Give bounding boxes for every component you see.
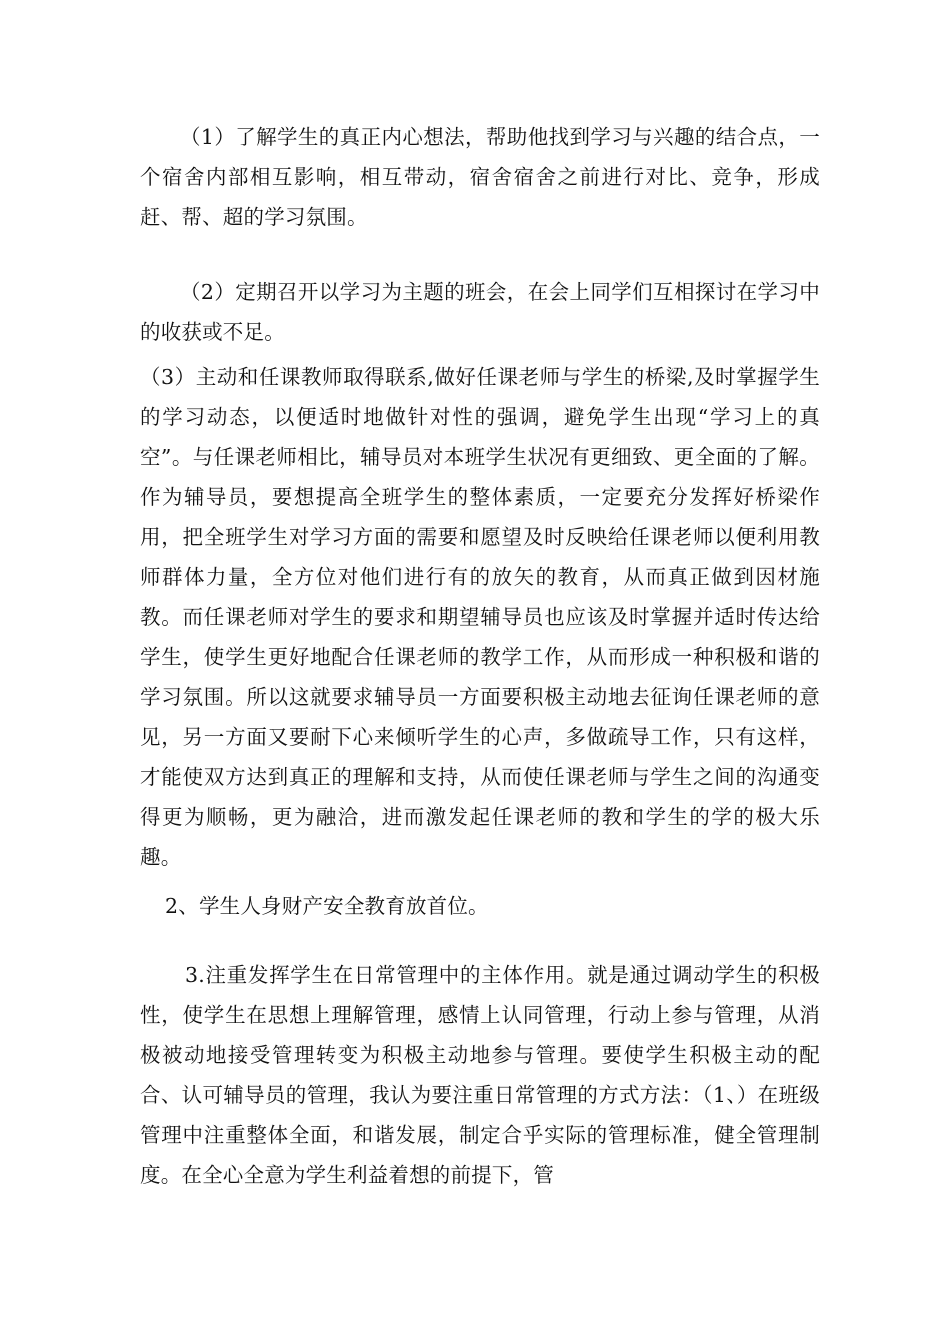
paragraph-4: 2、学生人身财产安全教育放首位。 xyxy=(165,894,489,918)
paragraph-5: 3.注重发挥学生在日常管理中的主体作用。就是通过调动学生的积极性，使学生在思想上理解管理，感情上认同管理，行动上参与管理，从消极被动地接受管理转变为积极主动地参与管理。要使学生积极主动的配合、认可辅导员的管理，我认为要注重日常管理的方式方法：（1、）在班级管理中注重整体全面，和谐发展，制定合乎实际的管理标准，健全管理制度。在全心全意为学生利益着想的前提下，管 xyxy=(140,963,820,1187)
paragraph-3: （3）主动和任课教师取得联系,做好任课老师与学生的桥梁,及时掌握学生的学习动态，以便适时地做针对性的强调，避免学生出现“学习上的真空”。与任课老师相比，辅导员对本班学生状况有更细致、更全面的了解。作为辅导员，要想提高全班学生的整体素质，一定要充分发挥好桥梁作用，把全班学生对学习方面的需要和愿望及时反映给任课老师以便利用教师群体力量，全方位对他们进行有的放矢的教育，从而真正做到因材施教。而任课老师对学生的要求和期望辅导员也应该及时掌握并适时传达给学生，使学生更好地配合任课老师的教学工作，从而形成一种积极和谐的学习氛围。所以这就要求辅导员一方面要积极主动地去征询任课老师的意见，另一方面又要耐下心来倾听学生的心声，多做疏导工作，只有这样，才能使双方达到真正的理解和支持，从而使任课老师与学生之间的沟通变得更为顺畅，更为融洽，进而激发起任课老师的教和学生的学的极大乐趣。 xyxy=(140,365,820,869)
paragraph-2: （2）定期召开以学习为主题的班会，在会上同学们互相探讨在学习中的收获或不足。 xyxy=(140,280,820,344)
paragraph-1: （1）了解学生的真正内心想法，帮助他找到学习与兴趣的结合点，一个宿舍内部相互影响，相互带动，宿舍宿舍之前进行对比、竞争，形成赶、帮、超的学习氛围。 xyxy=(140,125,820,229)
